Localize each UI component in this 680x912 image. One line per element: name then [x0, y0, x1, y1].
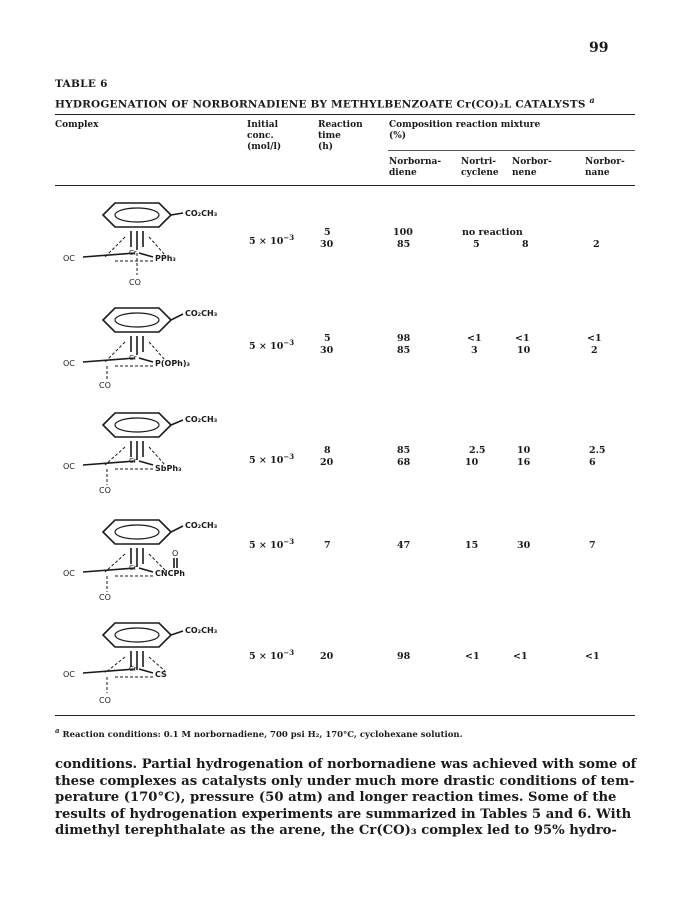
header-norbornane	[585, 157, 625, 179]
norbornadiene-value: 47	[397, 540, 411, 551]
norbornene-value: <1	[515, 333, 530, 344]
norbornane-value: 7	[589, 540, 596, 551]
conc-exponent: −3	[283, 338, 295, 347]
header-conc-line2: conc.	[247, 131, 274, 141]
ligand-label: PPh₃	[155, 254, 176, 263]
co-label: CO	[99, 593, 111, 602]
table-top-rule	[55, 114, 635, 115]
header-norbornadiene-line1: Norborna-	[389, 157, 442, 167]
norbornene-value: 10	[517, 445, 531, 456]
header-time-line2: time	[318, 131, 341, 141]
body-line: conditions. Partial hydrogenation of norbornadiene was achieved with some of	[55, 757, 637, 772]
norbornene-value: 10	[517, 345, 531, 356]
header-nortricyclene-line2: cyclene	[461, 168, 499, 178]
header-complex: Complex	[55, 120, 99, 130]
norbornene-value: <1	[513, 651, 528, 662]
substituent-label: CO₂CH₃	[185, 521, 218, 530]
footnote-text: Reaction conditions: 0.1 M norbornadiene, 700 psi H₂, 170°C, cyclohexane solution.	[62, 729, 463, 740]
ligand-label: SbPh₃	[155, 464, 182, 473]
conc-base: 5 × 10	[249, 455, 284, 467]
header-norbornadiene-line2: diene	[389, 168, 417, 178]
metal-label: Cr	[129, 457, 137, 465]
time-value: 5	[324, 227, 331, 238]
conc-value	[249, 338, 294, 352]
header-composition-line2: (%)	[389, 131, 407, 141]
substituent-label: CO₂CH₃	[185, 309, 218, 318]
norbornadiene-value: 85	[397, 445, 411, 456]
benzene-ring-icon	[103, 308, 171, 332]
table-header-rule	[55, 185, 635, 186]
co-label: CO	[99, 696, 111, 705]
conc-exponent: −3	[283, 648, 295, 657]
norbornene-value: 30	[517, 540, 531, 551]
metal-label: Cr	[129, 249, 137, 257]
header-norbornene-line2: nene	[512, 168, 537, 178]
norbornadiene-value: 85	[397, 345, 411, 356]
header-norbornane-line2: nane	[585, 168, 610, 178]
conc-value	[249, 537, 294, 551]
oc-label: OC	[63, 359, 75, 368]
benzene-ring-icon	[103, 623, 171, 647]
time-value: 7	[324, 540, 331, 551]
substituent-label: CO₂CH₃	[185, 209, 218, 218]
no-reaction-note: no reaction	[462, 227, 523, 238]
complex-structure-pph3	[55, 195, 235, 290]
header-time	[318, 120, 363, 153]
conc-base: 5 × 10	[249, 236, 284, 248]
nortricyclene-value: 2.5	[469, 445, 486, 456]
table-title	[55, 95, 595, 111]
norbornadiene-value: 85	[397, 239, 411, 250]
conc-base: 5 × 10	[249, 540, 284, 552]
header-composition	[389, 120, 540, 142]
table-footnote	[55, 726, 463, 740]
time-value: 8	[324, 445, 331, 456]
time-value: 20	[320, 651, 334, 662]
norbornane-value: 2	[593, 239, 600, 250]
metal-label: Cr	[129, 354, 137, 362]
nortricyclene-value: 15	[465, 540, 479, 551]
body-line: perature (170°C), pressure (50 atm) and longer reaction times. Some of the	[55, 790, 617, 805]
conc-value	[249, 233, 294, 247]
body-paragraph	[55, 757, 640, 840]
benzene-ring-icon	[103, 413, 171, 437]
benzene-ring-icon	[103, 520, 171, 544]
norbornane-value: <1	[585, 651, 600, 662]
complex-structure-pooph3	[55, 300, 235, 395]
nortricyclene-value: <1	[465, 651, 480, 662]
benzene-ring-icon	[103, 203, 171, 227]
metal-label: Cr	[129, 665, 137, 673]
time-value: 5	[324, 333, 331, 344]
header-time-line1: Reaction	[318, 120, 363, 130]
oc-label: OC	[63, 254, 75, 263]
conc-exponent: −3	[283, 233, 295, 242]
conc-value	[249, 648, 294, 662]
body-line: these complexes as catalysts only under much more drastic conditions of tem-	[55, 773, 635, 789]
nortricyclene-value: 10	[465, 457, 479, 468]
co-label: CO	[99, 486, 111, 495]
complex-structure-cncph	[55, 512, 235, 607]
co-label: CO	[129, 278, 141, 287]
carbonyl-oxygen-label: O	[172, 549, 179, 558]
ligand-label: P(OPh)₃	[155, 359, 191, 368]
norbornene-value: 8	[522, 239, 529, 250]
ligand-label: CS	[155, 670, 167, 679]
norbornane-value: 6	[589, 457, 596, 468]
header-conc-line1: Initial	[247, 120, 278, 130]
table-bottom-rule	[55, 715, 635, 716]
header-conc	[247, 120, 281, 153]
time-value: 30	[320, 345, 334, 356]
nortricyclene-value: 3	[471, 345, 478, 356]
oc-label: OC	[63, 569, 75, 578]
header-norbornene	[512, 157, 552, 179]
co-label: CO	[99, 381, 111, 390]
norbornene-value: 16	[517, 457, 531, 468]
complex-structure-cs	[55, 615, 235, 710]
conc-base: 5 × 10	[249, 651, 284, 663]
norbornadiene-value: 100	[393, 227, 413, 238]
time-value: 20	[320, 457, 334, 468]
ligand-label: CNCPh	[155, 569, 185, 578]
oc-label: OC	[63, 670, 75, 679]
header-time-line3: (h)	[318, 142, 334, 152]
header-norbornene-line1: Norbor-	[512, 157, 552, 167]
table-title-note-mark: a	[589, 95, 595, 105]
body-line: dimethyl terephthalate as the arene, the Cr(CO)₃ complex led to 95% hydro-	[55, 823, 617, 838]
header-conc-line3: (mol/l)	[247, 142, 282, 152]
table-label: TABLE 6	[55, 78, 108, 90]
norbornadiene-value: 98	[397, 651, 411, 662]
footnote-mark: a	[55, 726, 60, 735]
header-nortricyclene	[461, 157, 499, 179]
norbornadiene-value: 68	[397, 457, 411, 468]
substituent-label: CO₂CH₃	[185, 626, 218, 635]
header-composition-line1: Composition reaction mixture	[389, 120, 541, 130]
body-line: results of hydrogenation experiments are summarized in Tables 5 and 6. With	[55, 806, 632, 822]
metal-label: Cr	[129, 564, 137, 572]
composition-subrule	[388, 150, 635, 151]
oc-label: OC	[63, 462, 75, 471]
nortricyclene-value: <1	[467, 333, 482, 344]
header-nortricyclene-line1: Nortri-	[461, 157, 497, 167]
nortricyclene-value: 5	[473, 239, 480, 250]
header-norbornane-line1: Norbor-	[585, 157, 625, 167]
header-norbornadiene	[389, 157, 441, 179]
complex-structure-sbph3	[55, 405, 235, 500]
conc-exponent: −3	[283, 452, 295, 461]
conc-value	[249, 452, 294, 466]
norbornane-value: <1	[587, 333, 602, 344]
conc-exponent: −3	[283, 537, 295, 546]
table-title-text: HYDROGENATION OF NORBORNADIENE BY METHYLBENZOATE Cr(CO)₂L CATALYSTS	[55, 98, 586, 111]
norbornane-value: 2.5	[589, 445, 606, 456]
norbornane-value: 2	[591, 345, 598, 356]
norbornadiene-value: 98	[397, 333, 411, 344]
substituent-label: CO₂CH₃	[185, 415, 218, 424]
conc-base: 5 × 10	[249, 341, 284, 353]
page-number: 99	[589, 40, 609, 56]
time-value: 30	[320, 239, 334, 250]
